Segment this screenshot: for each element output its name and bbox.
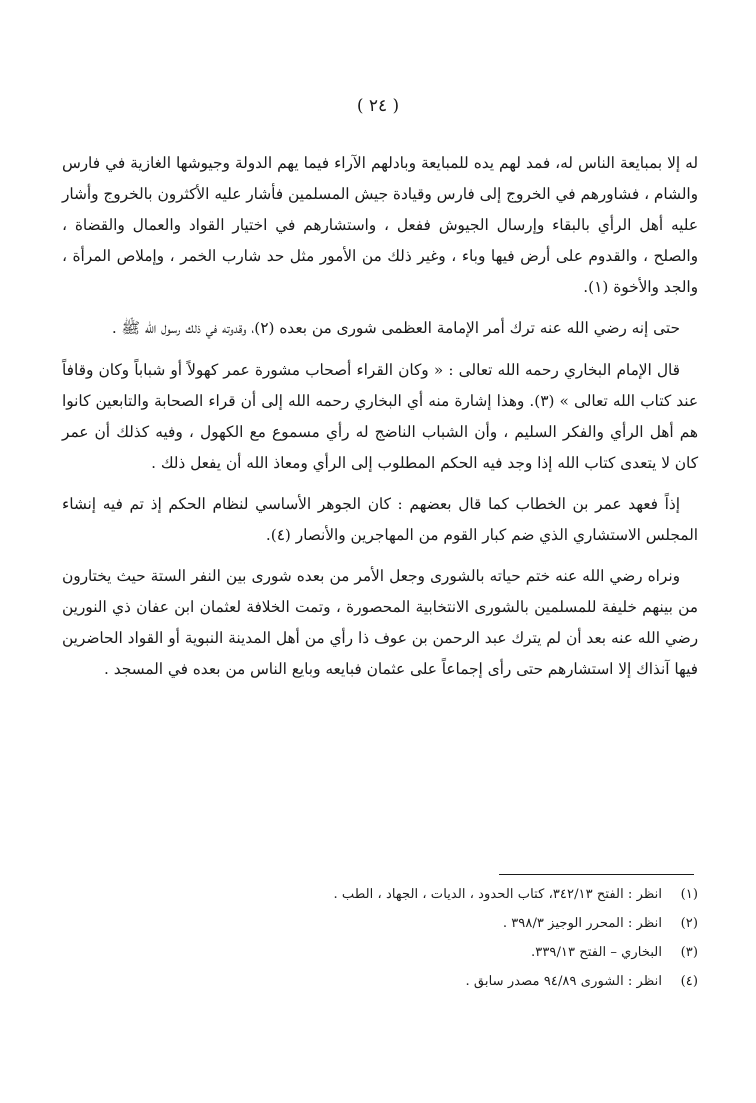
footnote-text: انظر : الفتح ٣٤٢/١٣، كتاب الحدود ، الديات ، الجهاد ، الطب . xyxy=(333,887,662,902)
paragraph: قال الإمام البخاري رحمه الله تعالى : « وكان القراء أصحاب مشورة عمر كهولاً أو شباباً وكان وقافاً عند كتاب الله تعالى » (٣). وهذا إشارة منه أي البخاري رحمه الله إلى أن قراء الصحابة والتابعين كانوا هم أهل الرأي والفكر السليم ، وأن الشباب الناضج له رأي مسموع مع الكهول ، وفيه كذلك أن عمر كان لا يتعدى كتاب الله إذا وجد فيه الحكم المطلوب إلى الرأي ومعاذ الله أن يفعل ذلك . xyxy=(62,360,698,472)
footnote-text: البخاري – الفتح ٣٣٩/١٣. xyxy=(531,945,662,960)
paragraph: إذاً فعهد عمر بن الخطاب كما قال بعضهم : كان الجوهر الأساسي لنظام الحكم إذ تم فيه إنشاء المجلس الاستشاري الذي ضم كبار القوم من المهاجرين والأنصار (٤). xyxy=(62,494,698,545)
footnotes xyxy=(62,880,698,996)
footnote-number: (١) xyxy=(680,887,698,902)
footnote-divider xyxy=(499,874,694,875)
paragraph: حتى إنه رضي الله عنه ترك أمر الإمامة العظمى شورى من بعده (٢)، وقدوته في ذلك رسول الله ﷺ . xyxy=(111,319,680,338)
paragraph: له إلا بمبايعة الناس له، فمد لهم يده للمبايعة وبادلهم الآراء فيما يهم الدولة وجيوشها الغازية في فارس والشام ، فشاورهم في الخروج إلى فارس وقيادة جيش المسلمين فأشار عليه الأكثرون بالخروج وأشار عليه أهل الرأي بالبقاء وإرسال الجيوش ففعل ، واستشارهم في اختيار القواد والعمال والقضاة ، والصلح ، والقدوم على أرض فيها وباء ، وغير ذلك من الأمور مثل حد شارب الخمر ، وإملاص المرأة ، والجد والأخوة (١). xyxy=(62,154,698,297)
paragraph: ونراه رضي الله عنه ختم حياته بالشورى وجعل الأمر من بعده شورى بين النفر الستة حيث يختارون من بينهم خليفة للمسلمين بالشورى الانتخابية المحصورة ، وتمت الخلافة لعثمان ابن عفان ذي النورين رضي الله عنه بعد أن لم يترك عبد الرحمن بن عوف ذا رأي من أهل المدينة النبوية أو القواد الحاضرين فيها آنذاك إلا استشارهم حتى رأى إجماعاً على عثمان فبايعه وبايع الناس من بعده في المسجد . xyxy=(62,567,698,679)
footnote-text: انظر : الشورى ٩٤/٨٩ مصدر سابق . xyxy=(465,974,662,989)
footnote xyxy=(62,880,698,909)
page-number: ( ٢٤ ) xyxy=(356,96,400,116)
footnote xyxy=(62,967,698,996)
footnote-number: (٤) xyxy=(680,974,698,989)
footnote xyxy=(62,938,698,967)
footnote-text: انظر : المحرر الوجيز ٣٩٨/٣ . xyxy=(502,916,662,931)
body-text xyxy=(62,148,698,686)
footnote-number: (٣) xyxy=(680,945,698,960)
footnote xyxy=(62,909,698,938)
footnote-number: (٢) xyxy=(680,916,698,931)
